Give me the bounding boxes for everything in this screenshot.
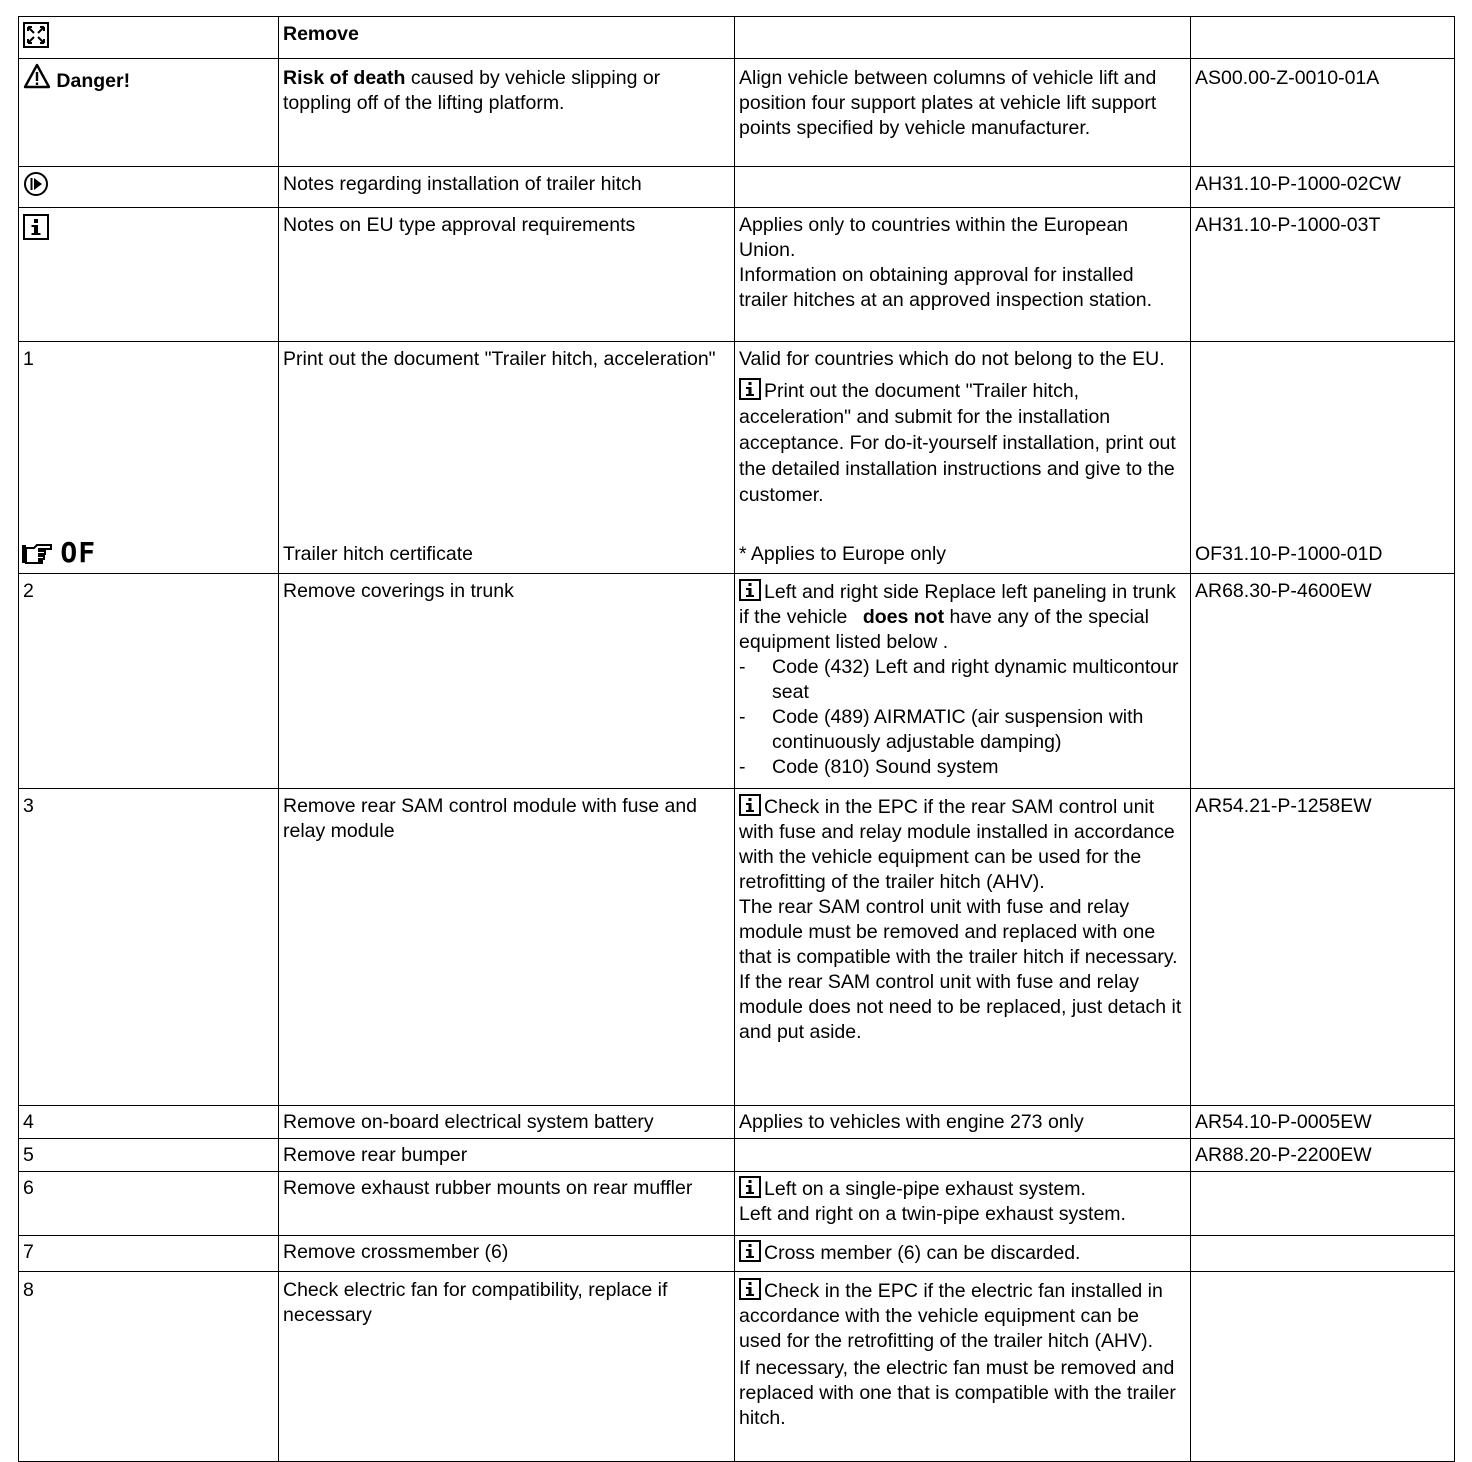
remove-icon-cell: [19, 17, 279, 59]
notes-eu-info: [735, 208, 1191, 342]
table-row-notes-eu: [19, 208, 1455, 342]
step-7-text: Remove crossmember (6): [279, 1236, 735, 1272]
list-item: - Code (432) Left and right dynamic multicontour seat: [739, 656, 1179, 703]
step-number: 4: [19, 1106, 279, 1139]
step-4-doc-ref: AR54.10-P-0005EW: [1191, 1106, 1455, 1139]
danger-doc-ref: AS00.00-Z-0010-01A: [1191, 59, 1455, 167]
table-row-step-4: [19, 1106, 1455, 1139]
step-1-note-1: Valid for countries which do not belong to the EU.: [739, 348, 1165, 370]
step-5-doc-ref: AR88.20-P-2200EW: [1191, 1139, 1455, 1172]
step-3-note-1: Check in the EPC if the rear SAM control unit with fuse and relay module installed in accordance with the vehicle equipment can be used for the retrofitting of the trailer hitch (AHV).: [739, 796, 1175, 893]
step-6-note-2: Left and right on a twin-pipe exhaust system.: [739, 1203, 1126, 1225]
step-3-note-3: If the rear SAM control unit with fuse and relay module does not need to be replaced, just detach it and put aside.: [739, 971, 1182, 1043]
warning-triangle-icon: [23, 63, 51, 89]
of-marker: [21, 536, 97, 569]
table-row-step-2: [19, 574, 1455, 789]
table-row-step-1: [19, 342, 1455, 574]
step-7-note: Cross member (6) can be discarded.: [764, 1242, 1081, 1264]
step-1-note-2: Print out the document "Trailer hitch, acceleration" and submit for the installation acceptance. For do-it-yourself installation, print out the detailed installation instructions and give to the customer.: [739, 380, 1176, 506]
danger-description: [279, 59, 735, 167]
info-icon: [739, 378, 761, 400]
work-instructions-table: [18, 16, 1455, 1462]
notes-eu-doc-ref: AH31.10-P-1000-03T: [1191, 208, 1455, 342]
of-doc-ref: OF31.10-P-1000-01D: [1195, 543, 1383, 565]
step-8-note-2: If necessary, the electric fan must be removed and replaced with one that is compatible with the trailer hitch.: [739, 1357, 1176, 1429]
of-label: OF: [60, 536, 97, 569]
info-icon: [739, 1278, 761, 1300]
step-2-text: Remove coverings in trunk: [279, 574, 735, 789]
pointing-hand-icon: [21, 542, 55, 566]
step-number: 7: [19, 1236, 279, 1272]
table-row-header: [19, 17, 1455, 59]
danger-cell: [19, 59, 279, 167]
danger-instruction: Align vehicle between columns of vehicle lift and position four support plates at vehicle lift support points specified by vehicle manufacturer.: [735, 59, 1191, 167]
danger-label: Danger!: [56, 70, 131, 92]
step-4-note: Applies to vehicles with engine 273 only: [735, 1106, 1191, 1139]
table-row-notes-install: [19, 167, 1455, 208]
table-row-step-7: [19, 1236, 1455, 1272]
table-row-step-5: [19, 1139, 1455, 1172]
table-row-danger: [19, 59, 1455, 167]
info-icon: [23, 214, 49, 240]
step-number: 8: [19, 1272, 279, 1462]
info-icon: [739, 1240, 761, 1262]
step-number: 1: [23, 348, 34, 370]
of-text: Trailer hitch certificate: [283, 543, 474, 565]
table-row-step-3: [19, 789, 1455, 1106]
notes-eu-line2: Information on obtaining approval for installed trailer hitches at an approved inspection station.: [739, 264, 1152, 311]
step-4-text: Remove on-board electrical system battery: [279, 1106, 735, 1139]
table-row-step-8: [19, 1272, 1455, 1462]
table-row-step-6: [19, 1172, 1455, 1236]
step-5-text: Remove rear bumper: [279, 1139, 735, 1172]
remove-arrows-icon: [23, 22, 49, 48]
danger-risk-text: caused by vehicle slipping or toppling off of the lifting platform.: [283, 67, 661, 114]
step-8-note-1: Check in the EPC if the electric fan installed in accordance with the vehicle equipment can be used for the retrofitting of the trailer hitch (AHV).: [739, 1280, 1163, 1352]
step-8-text: Check electric fan for compatibility, replace if necessary: [279, 1272, 735, 1462]
step-number: 5: [19, 1139, 279, 1172]
info-icon: [739, 1176, 761, 1198]
step-3-doc-ref: AR54.21-P-1258EW: [1191, 789, 1455, 1106]
section-title: Remove: [279, 17, 735, 59]
of-note: * Applies to Europe only: [739, 543, 947, 565]
info-icon: [739, 579, 761, 601]
danger-risk-bold: Risk of death: [283, 67, 406, 89]
step-6-text: Remove exhaust rubber mounts on rear muffler: [279, 1172, 735, 1236]
notes-play-icon: [23, 171, 49, 197]
list-item: - Code (810) Sound system: [739, 756, 999, 778]
step-number: 2: [19, 574, 279, 789]
step-number: 6: [19, 1172, 279, 1236]
step-number: 3: [19, 789, 279, 1106]
equipment-list: [739, 655, 1186, 780]
notes-install-text: Notes regarding installation of trailer hitch: [279, 167, 735, 208]
step-3-note-2: The rear SAM control unit with fuse and relay module must be removed and replaced with one that is compatible with the trailer hitch if necessary.: [739, 896, 1178, 968]
notes-eu-text: Notes on EU type approval requirements: [279, 208, 735, 342]
list-item: - Code (489) AIRMATIC (air suspension with continuously adjustable damping): [739, 706, 1144, 753]
notes-eu-line1: Applies only to countries within the European Union.: [739, 214, 1129, 261]
step-3-text: Remove rear SAM control module with fuse and relay module: [279, 789, 735, 1106]
notes-install-doc-ref: AH31.10-P-1000-02CW: [1191, 167, 1455, 208]
step-1-text: Print out the document "Trailer hitch, acceleration": [283, 348, 716, 370]
info-icon: [739, 794, 761, 816]
step-2-doc-ref: AR68.30-P-4600EW: [1191, 574, 1455, 789]
step-2-note: Left and right side Replace left paneling in trunk if the vehicle does not have any of the special equipment listed below .: [739, 581, 1176, 653]
step-6-note-1: Left on a single-pipe exhaust system.: [739, 1176, 1186, 1202]
